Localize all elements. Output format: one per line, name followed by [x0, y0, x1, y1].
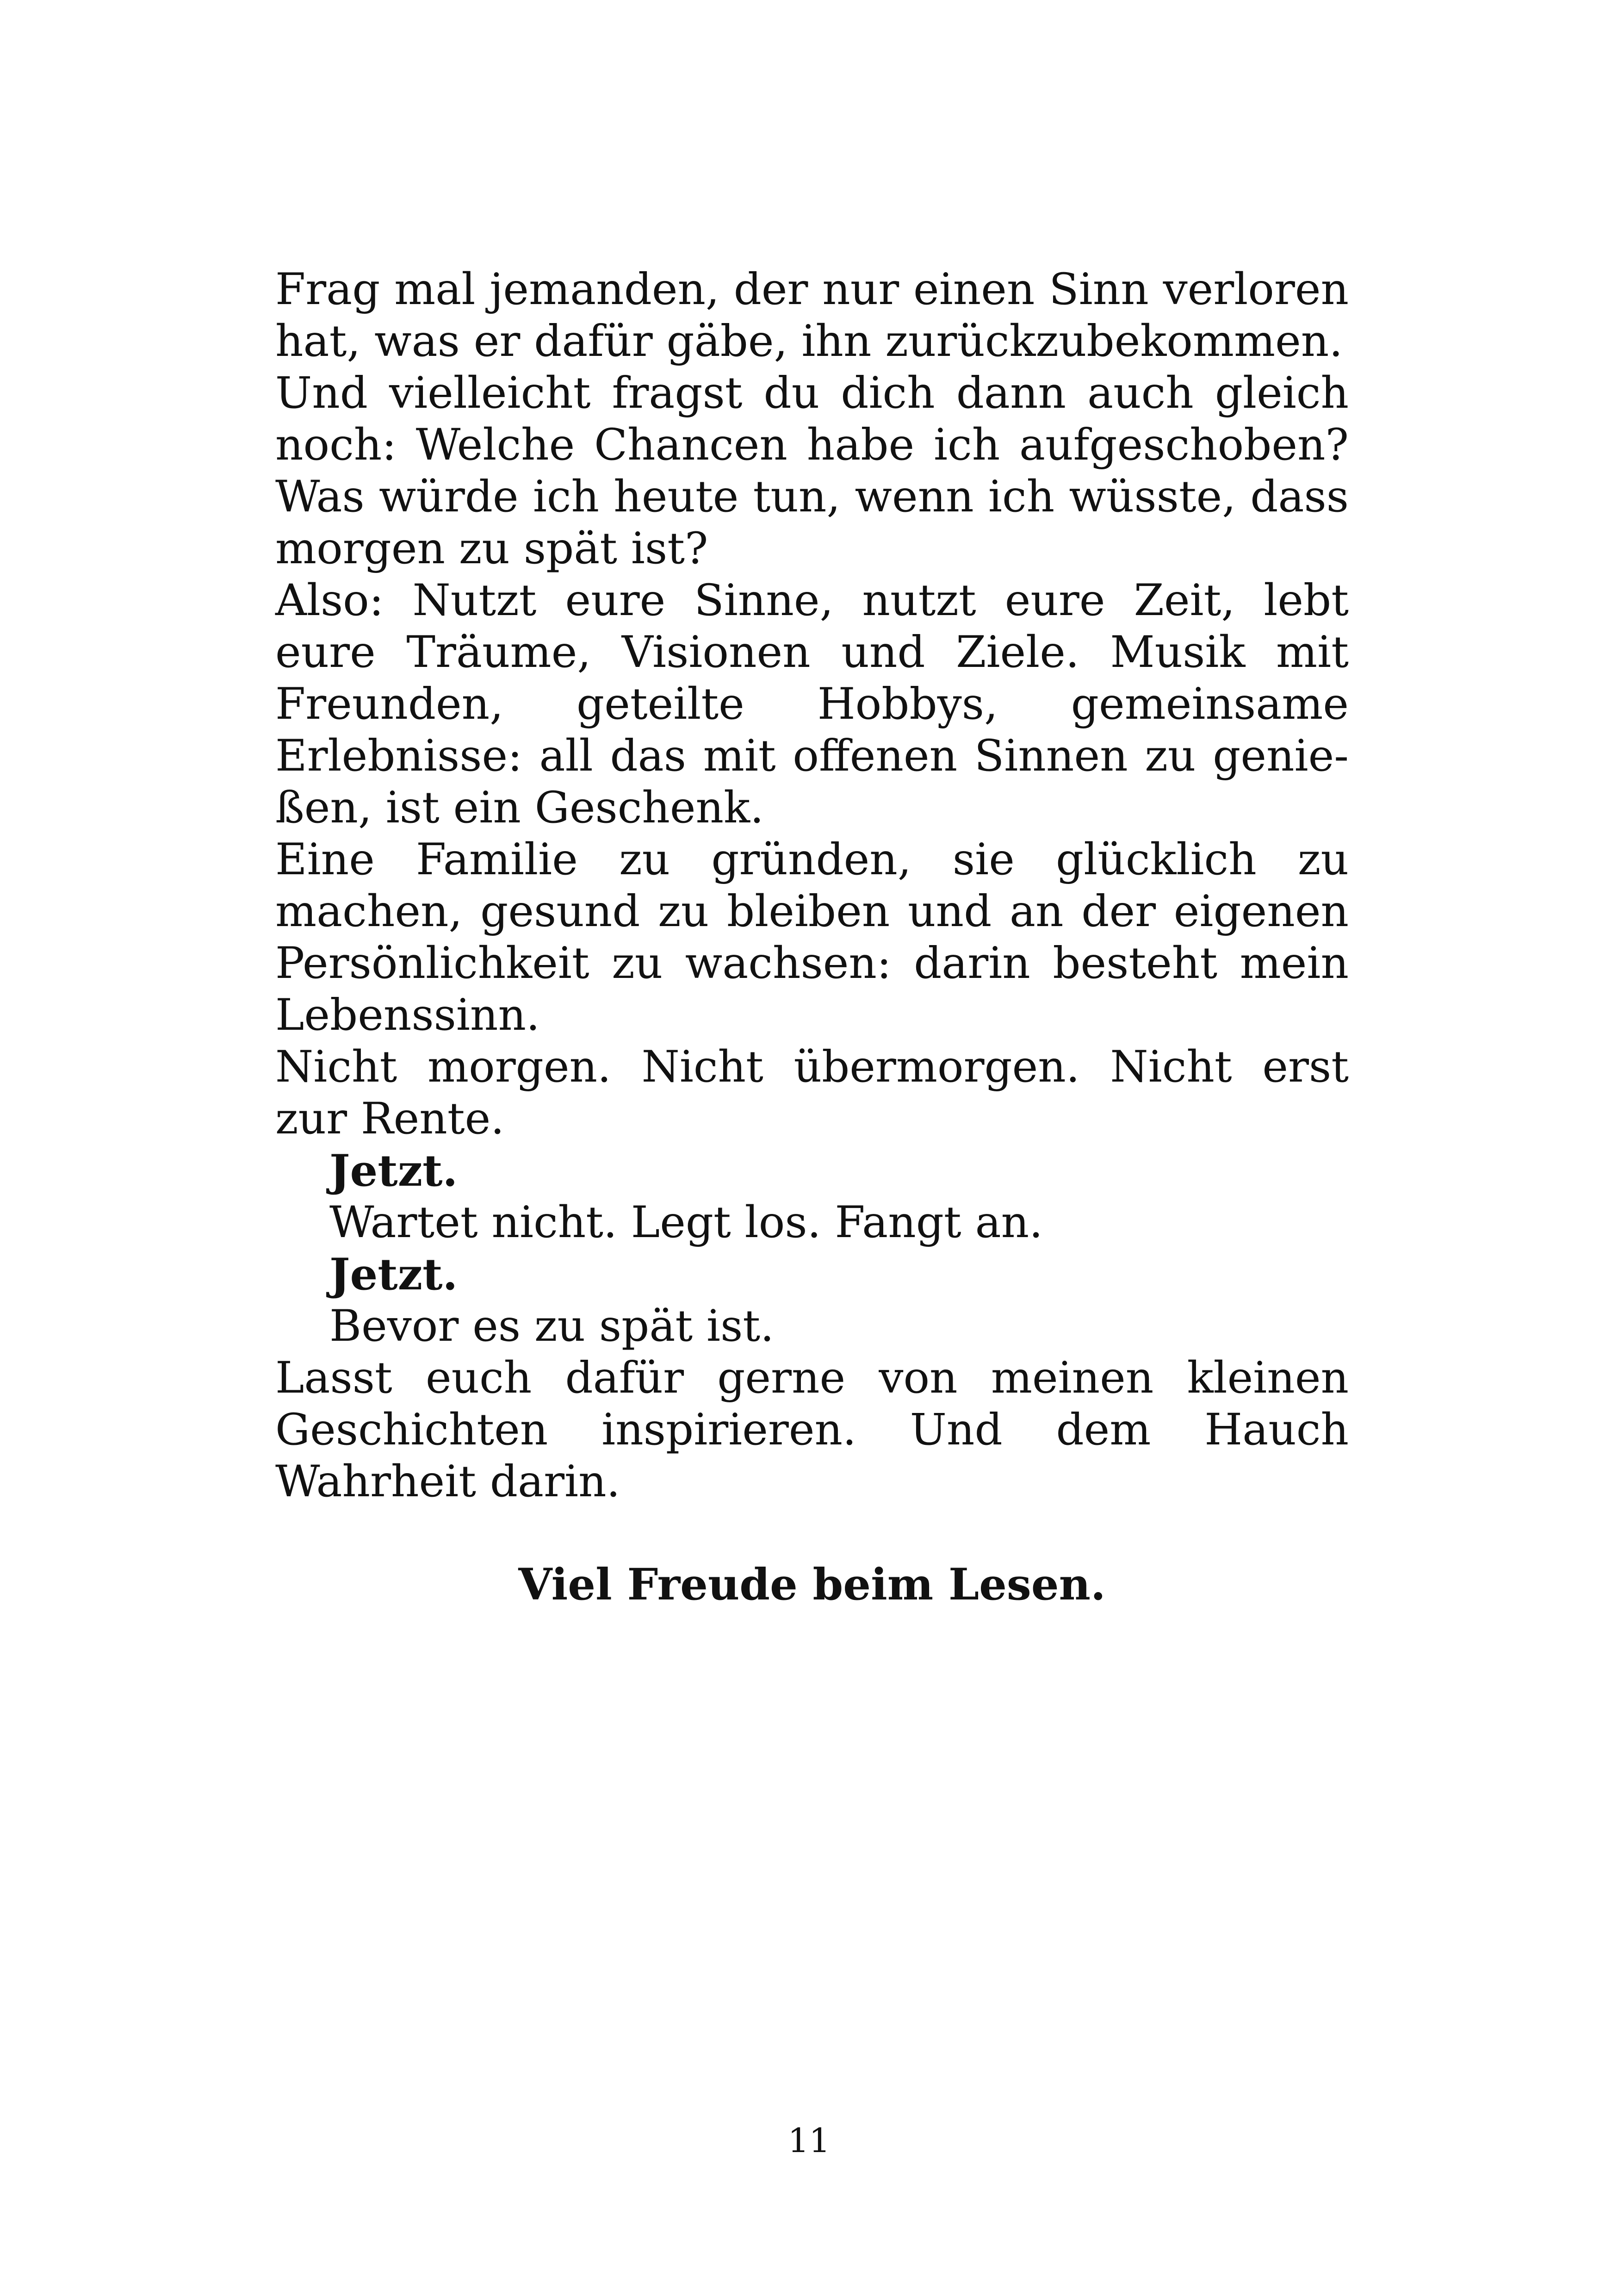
emphasis-line: Jetzt. — [329, 1145, 458, 1196]
paragraph: Frag mal jemanden, der nur einen Sinn verloren hat, was er dafür gäbe, ihn zurückzubekommen. — [275, 264, 1349, 367]
page-number: 11 — [787, 2121, 831, 2160]
paragraph: Also: Nutzt eure Sinne, nutzt eure Zeit, lebt eure Träume, Visionen und Ziele. Musik mit Freunden, geteilte Hobbys, gemeinsame Erlebnisse: all das mit offenen Sinnen zu genießen, ist ein Geschenk. — [275, 575, 1349, 833]
body-text — [275, 264, 1349, 1611]
paragraph: Lasst euch dafür gerne von meinen kleinen Geschichten inspirieren. Und dem Hauch Wahrheit darin. — [275, 1353, 1349, 1507]
closing-line: Viel Freude beim Lesen. — [518, 1559, 1106, 1610]
paragraph: Eine Familie zu gründen, sie glücklich zu machen, gesund zu bleiben und an der eigenen Persönlichkeit zu wachsen: darin besteht mein Lebenssinn. — [275, 834, 1349, 1040]
emphasis-line: Jetzt. — [329, 1249, 458, 1300]
paragraph: Nicht morgen. Nicht übermorgen. Nicht erst zur Rente. — [275, 1042, 1349, 1144]
indented-line: Bevor es zu spät ist. — [329, 1301, 774, 1351]
indented-line: Wartet nicht. Legt los. Fangt an. — [329, 1197, 1043, 1248]
paragraph: Und vielleicht fragst du dich dann auch gleich noch: Welche Chancen habe ich aufgeschoben? Was würde ich heute tun, wenn ich wüsste, dass morgen zu spät ist? — [275, 368, 1349, 574]
